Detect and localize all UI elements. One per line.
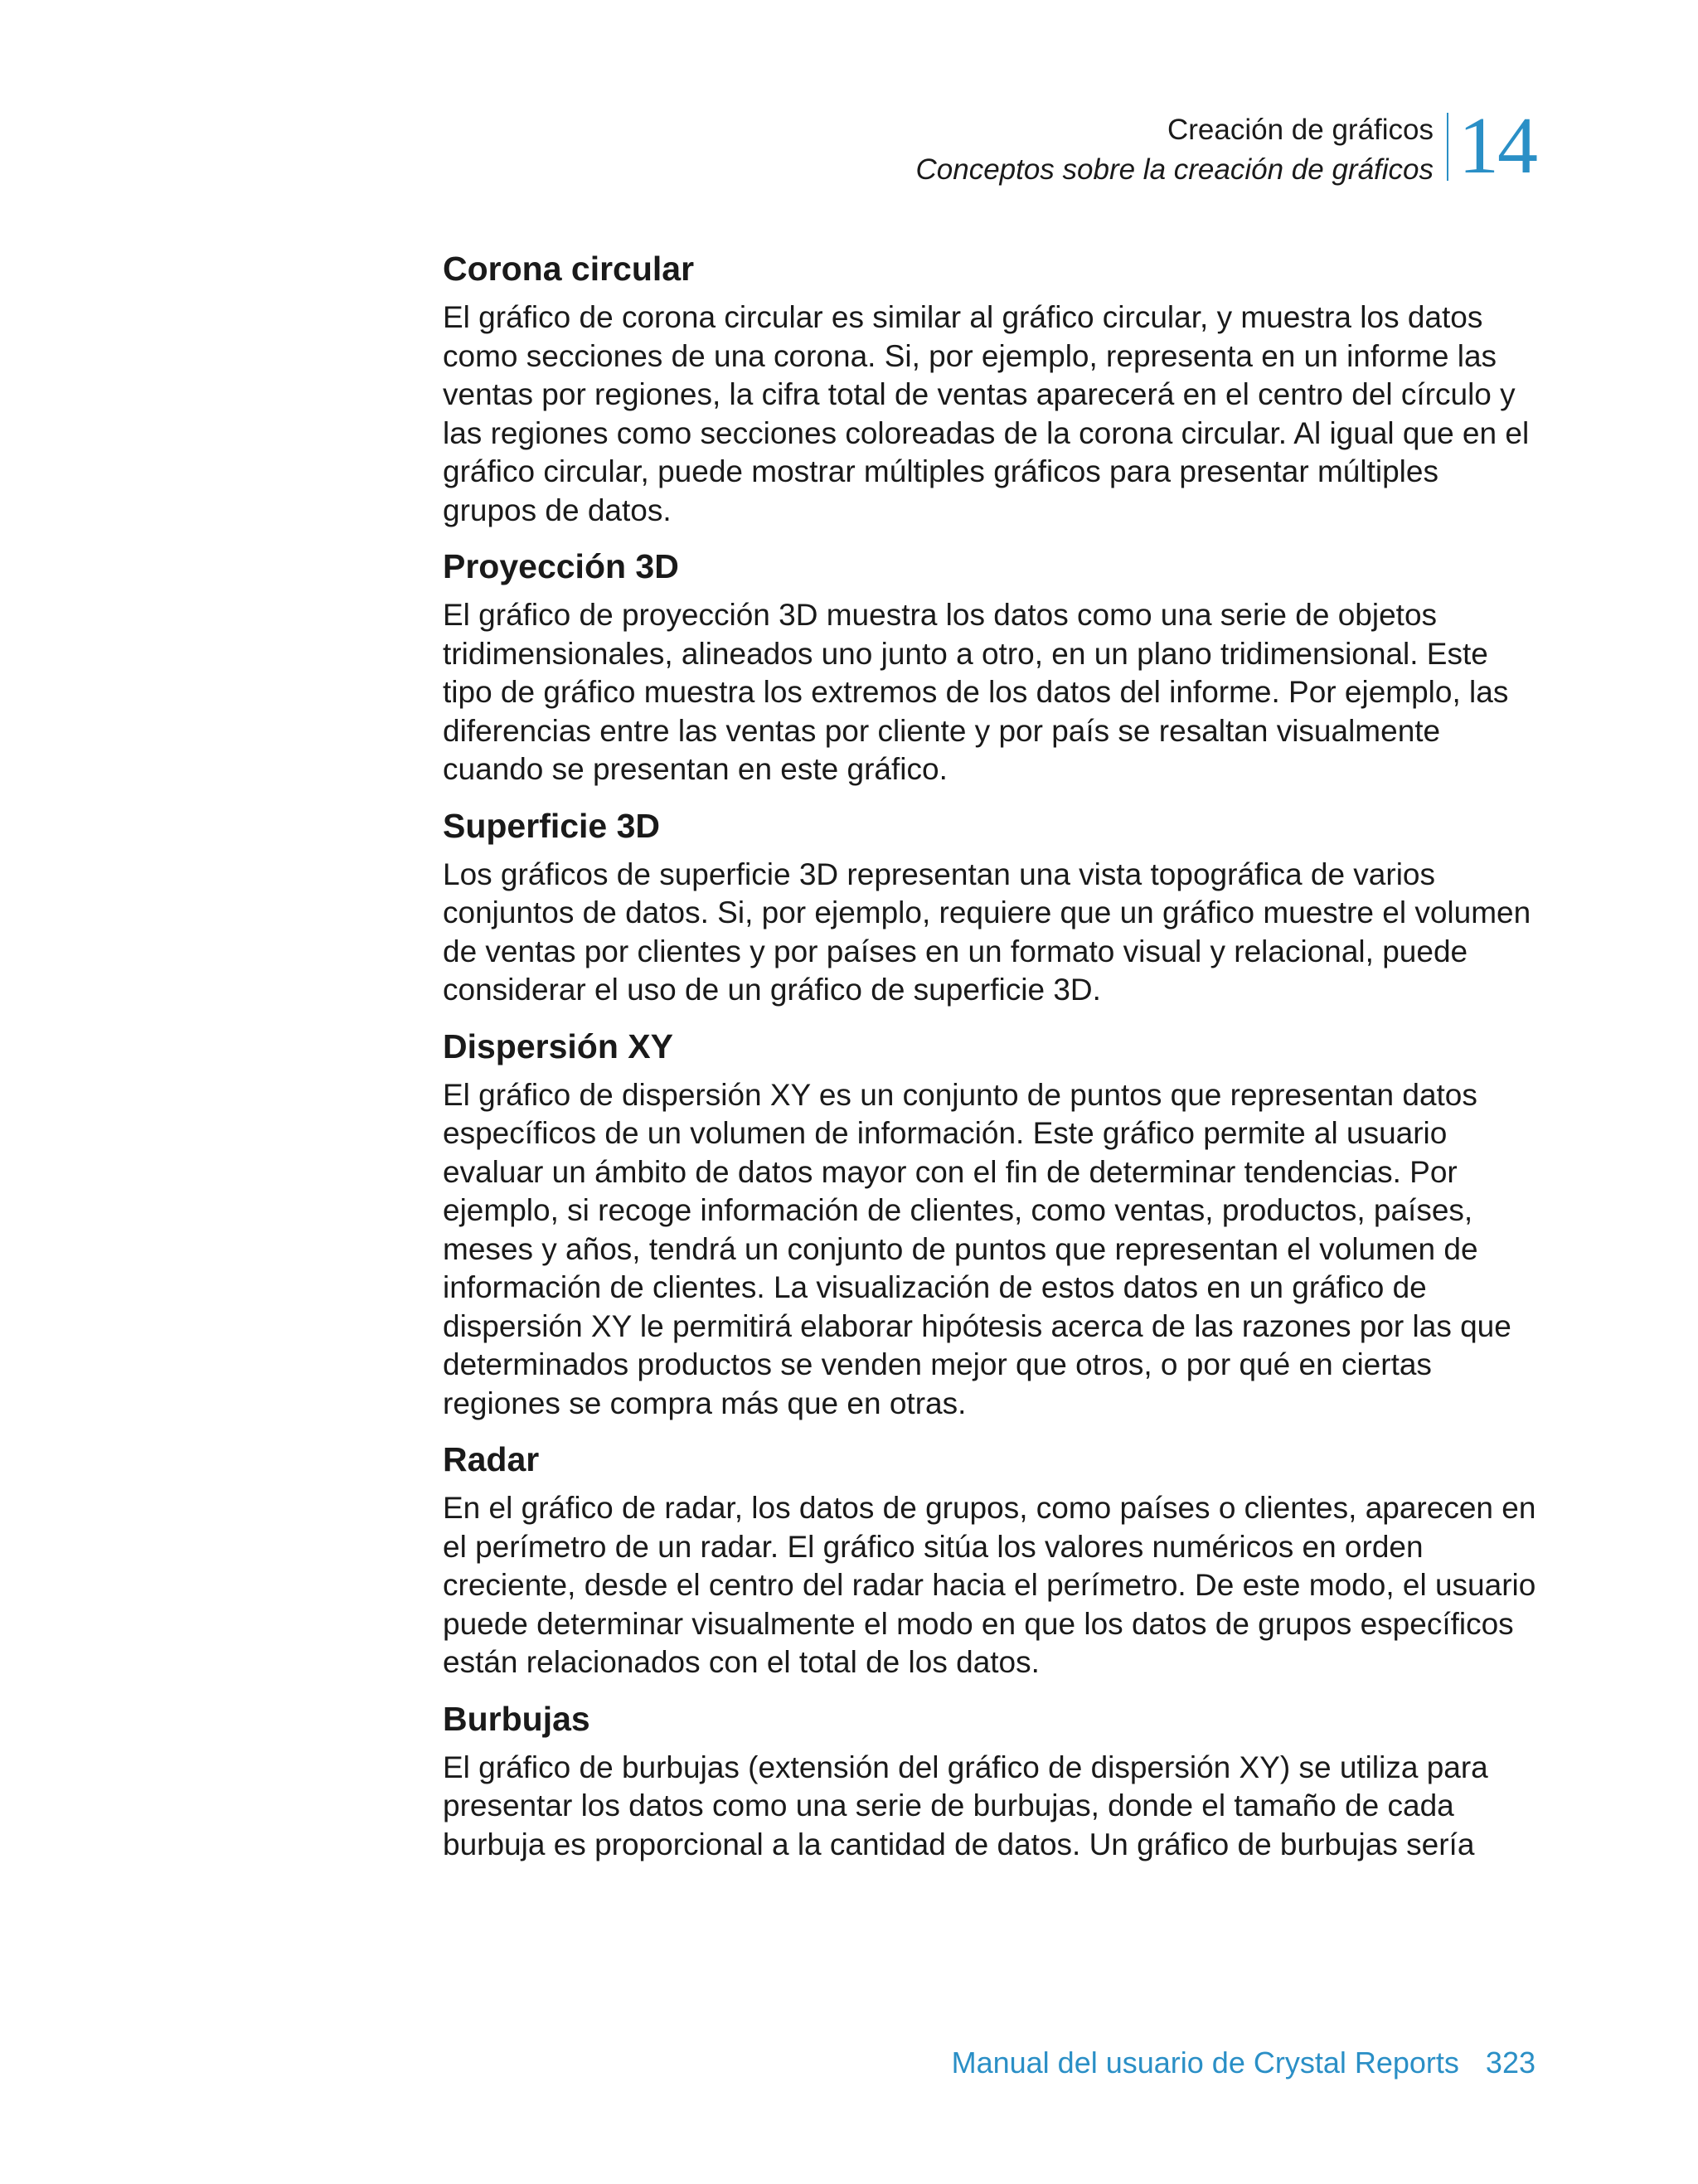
section-heading: Corona circular	[443, 250, 695, 288]
page-footer	[952, 2043, 1535, 2083]
section-body: El gráfico de burbujas (extensión del gráfico de dispersión XY) se utiliza para presentar los datos como una serie de burbujas, donde el tamaño de cada burbuja es proporcional a la cantidad de datos. Un gráfico de burbujas sería	[443, 1750, 1488, 1861]
section-heading: Superficie 3D	[443, 806, 661, 845]
section-burbujas	[443, 1696, 1537, 1865]
footer-page-number: 323	[1485, 2046, 1535, 2080]
section-dispersion-xy	[443, 1023, 1537, 1424]
chapter-title: Creación de gráficos	[1167, 114, 1434, 146]
section-heading: Burbujas	[443, 1699, 590, 1738]
chapter-number: 14	[1458, 101, 1536, 191]
section-title: Conceptos sobre la creación de gráficos	[915, 153, 1434, 186]
section-heading: Radar	[443, 1440, 540, 1478]
section-body: El gráfico de proyección 3D muestra los datos como una serie de objetos tridimensionales, alineados uno junto a otro, en un plano tridimensional. Este tipo de gráfico muestra los extremos de los datos del informe. Por ejemplo, las diferencias entre las ventas por cliente y por país se resaltan visualmente cuando se presentan en este gráfico.	[443, 598, 1509, 786]
section-heading: Proyección 3D	[443, 547, 679, 585]
section-heading: Dispersión XY	[443, 1026, 673, 1065]
main-content	[443, 245, 1537, 1877]
section-body: Los gráficos de superficie 3D representan una vista topográfica de varios conjuntos de datos. Si, por ejemplo, requiere que un gráfico muestre el volumen de ventas por clientes y por países en un formato visual y relacional, puede considerar el uso de un gráfico de superficie 3D.	[443, 857, 1531, 1007]
section-proyeccion-3d	[443, 543, 1537, 789]
running-header	[915, 101, 1536, 191]
header-titles	[915, 110, 1447, 190]
section-radar	[443, 1436, 1537, 1682]
section-corona-circular	[443, 245, 1537, 530]
section-body: El gráfico de corona circular es similar al gráfico circular, y muestra los datos como secciones de una corona. Si, por ejemplo, representa en un informe las ventas por regiones, la cifra total de ventas aparecerá en el centro del círculo y las regiones como secciones coloreadas de la corona circular. Al igual que en el gráfico circular, puede mostrar múltiples gráficos para presentar múltiples grupos de datos.	[443, 300, 1530, 527]
section-superficie-3d	[443, 803, 1537, 1010]
section-body: El gráfico de dispersión XY es un conjunto de puntos que representan datos específicos de un volumen de información. Este gráfico permite al usuario evaluar un ámbito de datos mayor con el fin de determinar tendencias. Por ejemplo, si recoge información de clientes, como ventas, productos, países, meses y años, tendrá un conjunto de puntos que representan el volumen de información de clientes. La visualización de estos datos en un gráfico de dispersión XY le permitirá elaborar hipótesis acerca de las razones por las que determinados productos se venden mejor que otros, o por qué en ciertas regiones se compra más que en otras.	[443, 1077, 1511, 1420]
footer-manual-title: Manual del usuario de Crystal Reports	[951, 2046, 1459, 2080]
section-body: En el gráfico de radar, los datos de grupos, como países o clientes, aparecen en el perímetro de un radar. El gráfico sitúa los valores numéricos en orden creciente, desde el centro del radar hacia el perímetro. De este modo, el usuario puede determinar visualmente el modo en que los datos de grupos específicos están relacionados con el total de los datos.	[443, 1491, 1536, 1679]
